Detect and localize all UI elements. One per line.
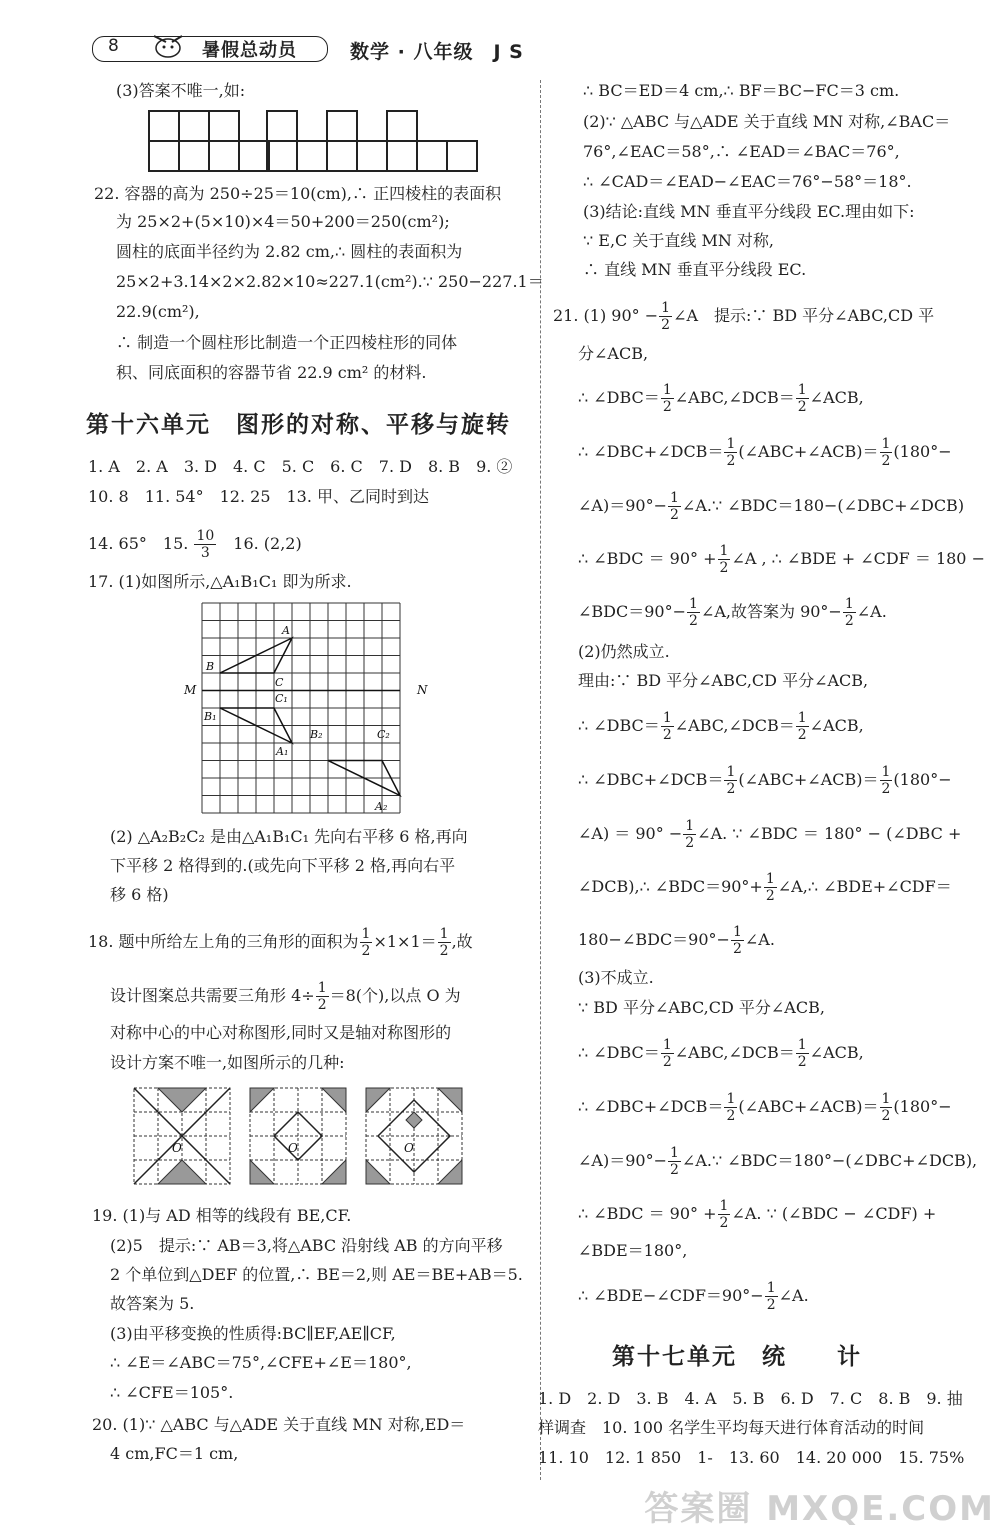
answer-line: ∴ ∠BDE−∠CDF＝90°− $\frac{1}{2}$ ∠A. [578, 1280, 809, 1313]
answer-line: 11. 10 12. 1 850 1- 13. 60 14. 20 000 15. 75% [538, 1448, 965, 1467]
center-O: O [288, 1141, 298, 1155]
answer-line: 分∠ACB, [578, 344, 649, 363]
answer-line: 对称中心的中心对称图形,同时又是轴对称图形的 [110, 1023, 452, 1042]
answer-line: (3)答案不唯一,如: [116, 81, 246, 100]
label-M: M [184, 683, 197, 697]
label-C1: C₁ [275, 692, 288, 705]
answer-line: ∴ ∠E＝∠ABC＝75°,∠CFE+∠E＝180°, [110, 1353, 412, 1372]
page-number: 8 [108, 36, 119, 56]
answer-line: 1. A 2. A 3. D 4. C 5. C 6. C 7. D 8. B 9. ② [88, 457, 513, 476]
answer-line: ∴ ∠CAD＝∠EAD−∠EAC＝76°−58°＝18°. [583, 172, 912, 191]
answer-line: ∠A)＝90°− $\frac{1}{2}$ ∠A.∵ ∠BDC＝180°−(∠DBC+∠DCB), [578, 1145, 978, 1178]
answer-line: (3)结论:直线 MN 垂直平分线段 EC.理由如下: [583, 202, 915, 221]
answer-line: (2) △A₂B₂C₂ 是由△A₁B₁C₁ 先向右平移 6 格,再向 [110, 827, 468, 846]
answer-line: ∠BDE＝180°, [578, 1241, 688, 1260]
answer-line: (3)不成立. [578, 968, 654, 987]
label-A: A [282, 624, 290, 637]
answer-line: (2)5 提示:∵ AB＝3,将△ABC 沿射线 AB 的方向平移 [110, 1236, 503, 1255]
answer-line: 故答案为 5. [110, 1294, 195, 1313]
answer-line: 18. 题中所给左上角的三角形的面积为 $\frac{1}{2}$ ×1×1＝ $\frac{1}{2}$ ,故 [88, 926, 473, 959]
answer-line: 设计方案不唯一,如图所示的几种: [110, 1053, 345, 1072]
answer-line: 76°,∠EAC＝58°,∴ ∠EAD＝∠BAC＝76°, [583, 142, 900, 161]
answer-line: ∠A)＝90°− $\frac{1}{2}$ ∠A.∵ ∠BDC＝180−(∠DBC+∠DCB) [578, 490, 965, 523]
answer-line: ∴ ∠DBC+∠DCB＝ $\frac{1}{2}$ (∠ABC+∠ACB)＝ $\frac{1}{2}$ (180°− [578, 436, 952, 469]
label-B2: B₂ [310, 728, 323, 741]
answer-line: 20. (1)∵ △ABC 与△ADE 关于直线 MN 对称,ED＝ [92, 1415, 466, 1434]
answer-line: 22.9(cm²), [116, 302, 200, 321]
answer-line: 180−∠BDC＝90°− $\frac{1}{2}$ ∠A. [578, 924, 775, 957]
label-N: N [417, 683, 428, 697]
answer-line: ∴ ∠DBC＝ $\frac{1}{2}$ ∠ABC,∠DCB＝ $\frac{1}{2}$ ∠ACB, [578, 1037, 864, 1070]
subject-grade: 数学 · 八年级 J S [350, 41, 524, 63]
answer-line: (3)由平移变换的性质得:BC∥EF,AE∥CF, [110, 1324, 396, 1343]
answer-line: 移 6 格) [110, 885, 169, 904]
answer-line: 25×2+3.14×2×2.82×10≈227.1(cm²).∵ 250−227.1＝ [116, 272, 544, 291]
unit-title: 第十六单元 图形的对称、平移与旋转 [86, 412, 511, 438]
answer-line: 10. 8 11. 54° 12. 25 13. 甲、乙同时到达 [88, 487, 430, 506]
answer-line: 4 cm,FC＝1 cm, [110, 1444, 239, 1463]
center-O: O [404, 1141, 414, 1155]
label-C: C [275, 676, 284, 689]
label-B1: B₁ [204, 710, 217, 723]
answer-line: ∵ E,C 关于直线 MN 对称, [583, 231, 775, 250]
watermark: 答案圈 MXQE.COM [644, 1489, 995, 1529]
answer-line: 样调查 10. 100 名学生平均每天进行体育活动的时间 [538, 1418, 925, 1437]
answer-line: 1. D 2. D 3. B 4. A 5. B 6. D 7. C 8. B 9. 抽 [538, 1389, 963, 1408]
mascot-icon [144, 30, 192, 60]
answer-line: ∴ ∠DBC+∠DCB＝ $\frac{1}{2}$ (∠ABC+∠ACB)＝ $\frac{1}{2}$ (180°− [578, 1091, 952, 1124]
label-B: B [206, 660, 215, 673]
label-A2: A₂ [375, 800, 388, 813]
answer-line: ∴ 直线 MN 垂直平分线段 EC. [583, 260, 807, 279]
answer-line: ∴ BC＝ED＝4 cm,∴ BF＝BC−FC＝3 cm. [583, 81, 900, 100]
answer-line: (2)仍然成立. [578, 642, 670, 661]
answer-line: ∴ ∠BDC ＝ 90° + $\frac{1}{2}$ ∠A. ∵ (∠BDC − ∠CDF) + [578, 1198, 937, 1231]
answer-line: 理由:∵ BD 平分∠ABC,CD 平分∠ACB, [578, 671, 869, 690]
label-A1: A₁ [276, 745, 289, 758]
answer-line: 17. (1)如图所示,△A₁B₁C₁ 即为所求. [88, 572, 352, 591]
answer-line: ∴ 制造一个圆柱形比制造一个正四棱柱形的同体 [116, 333, 458, 352]
answer-line: ∠DCB),∴ ∠BDC＝90°+ $\frac{1}{2}$ ∠A,∴ ∠BDE+∠CDF＝ [578, 871, 952, 904]
answer-line: 19. (1)与 AD 相等的线段有 BE,CF. [92, 1206, 352, 1225]
answer-line: ∴ ∠DBC＝ $\frac{1}{2}$ ∠ABC,∠DCB＝ $\frac{1}{2}$ ∠ACB, [578, 710, 864, 743]
label-C2: C₂ [377, 728, 390, 741]
answer-line: ∴ ∠DBC＝ $\frac{1}{2}$ ∠ABC,∠DCB＝ $\frac{1}{2}$ ∠ACB, [578, 382, 864, 415]
unit-title: 第十七单元 统 计 [612, 1344, 862, 1370]
answer-line: 积、同底面积的容器节省 22.9 cm² 的材料. [116, 363, 427, 382]
center-O: O [172, 1141, 182, 1155]
answer-line: 为 25×2+(5×10)×4＝50+200＝250(cm²); [116, 212, 450, 231]
net-figures [148, 110, 478, 172]
answer-line: (2)∵ △ABC 与△ADE 关于直线 MN 对称,∠BAC＝ [583, 112, 951, 131]
answer-line: 2 个单位到△DEF 的位置,∴ BE＝2,则 AE＝BE+AB＝5. [110, 1265, 523, 1284]
answer-line: ∵ BD 平分∠ABC,CD 平分∠ACB, [578, 998, 825, 1017]
answer-line: ∠BDC＝90°− $\frac{1}{2}$ ∠A,故答案为 90°− $\frac{1}{2}$ ∠A. [578, 596, 887, 629]
answer-line: 22. 容器的高为 250÷25＝10(cm),∴ 正四棱柱的表面积 [94, 184, 502, 203]
answer-line: 21. (1) 90° − $\frac{1}{2}$ ∠A 提示:∵ BD 平分∠ABC,CD 平 [553, 300, 935, 333]
pattern-designs [132, 1086, 472, 1188]
answer-line: ∴ ∠DBC+∠DCB＝ $\frac{1}{2}$ (∠ABC+∠ACB)＝ $\frac{1}{2}$ (180°− [578, 764, 952, 797]
answer-line: ∴ ∠BDC ＝ 90° + $\frac{1}{2}$ ∠A , ∴ ∠BDE + ∠CDF ＝ 180 − [578, 543, 985, 576]
page-header [92, 30, 712, 66]
answer-line: 14. 65° 15. $\frac{10}{3}$ 16. (2,2) [88, 528, 302, 561]
answer-line: ∴ ∠CFE＝105°. [110, 1383, 234, 1402]
answer-line: 设计图案总共需要三角形 4÷ $\frac{1}{2}$ ＝8(个),以点 O 为 [110, 980, 461, 1013]
answer-line: 下平移 2 格得到的.(或先向下平移 2 格,再向右平 [110, 856, 456, 875]
book-title: 暑假总动员 [202, 40, 297, 61]
answer-line: ∠A) ＝ 90° − $\frac{1}{2}$ ∠A. ∵ ∠BDC ＝ 180° − (∠DBC + [578, 818, 962, 851]
answer-line: 圆柱的底面半径约为 2.82 cm,∴ 圆柱的表面积为 [116, 242, 463, 261]
grid-figure [182, 598, 432, 820]
